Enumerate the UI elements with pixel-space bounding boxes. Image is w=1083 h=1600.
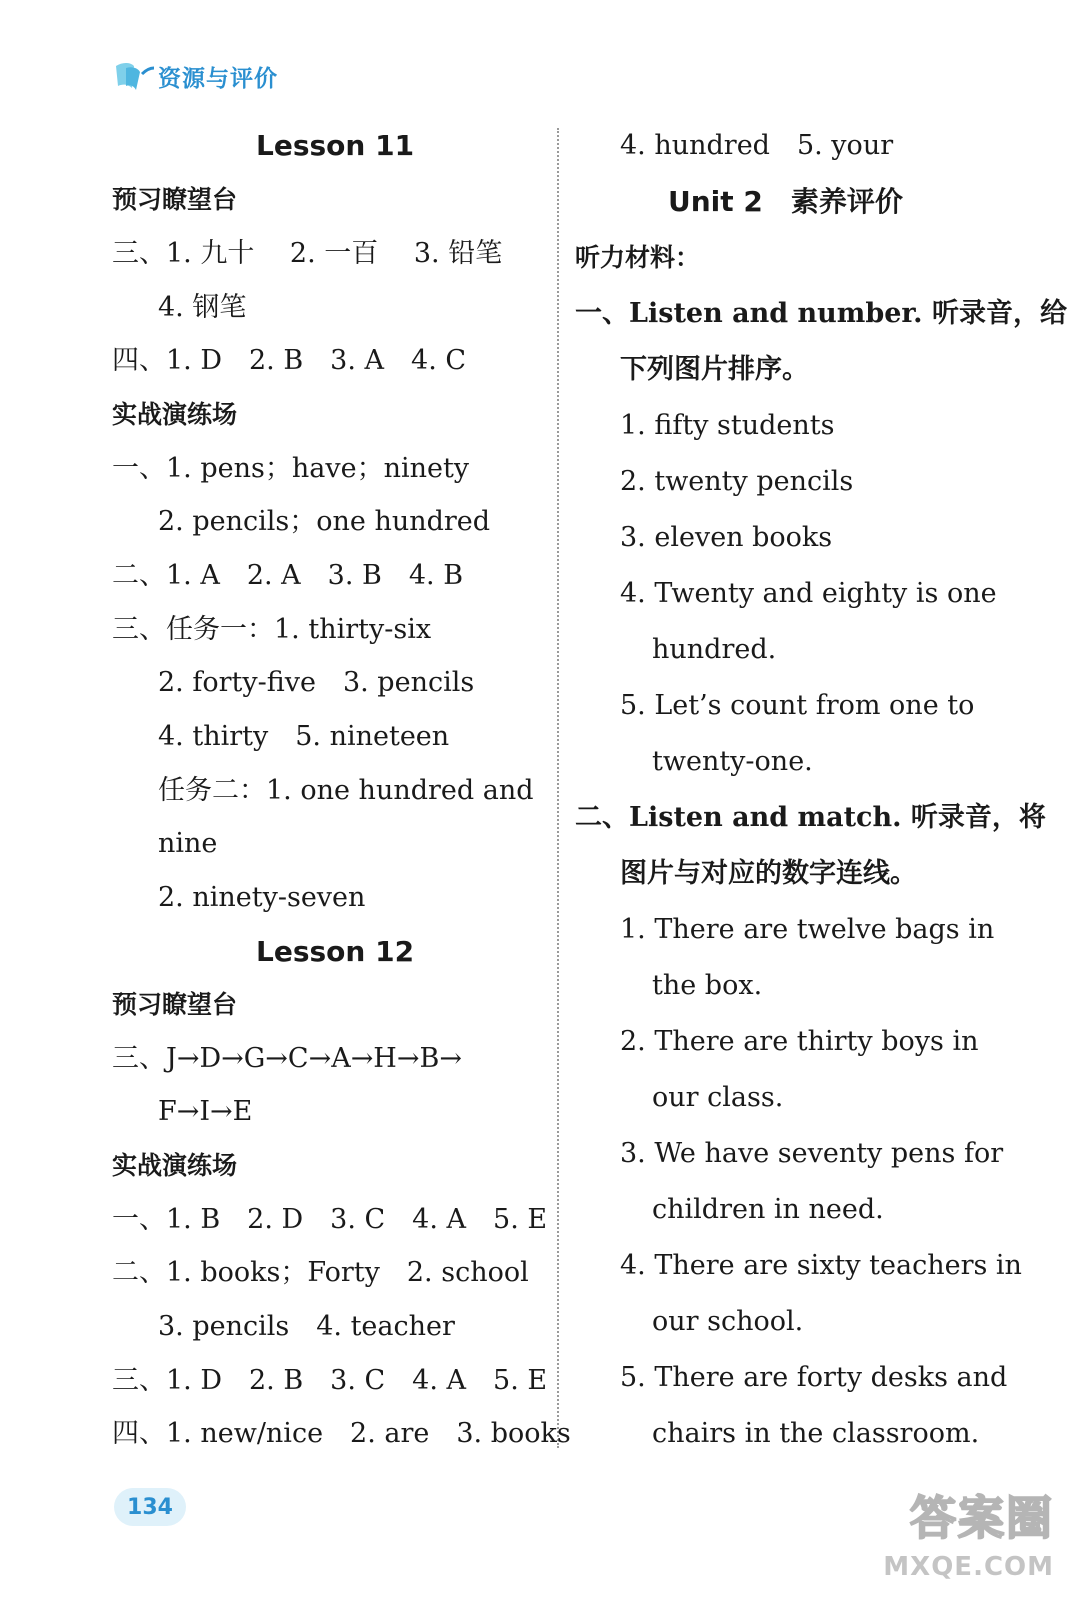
task-heading: 二、Listen and match. 听录音，将 [575, 802, 1046, 833]
script-line: 3. eleven books [620, 522, 833, 553]
script-line: 4. There are sixty teachers in [620, 1250, 1022, 1281]
watermark [862, 1478, 1062, 1588]
answer-line: 三、J→D→G→C→A→H→B→ [112, 1043, 462, 1074]
script-line: 4. Twenty and eighty is one [620, 578, 997, 609]
page-number: 134 [114, 1488, 186, 1526]
task-heading: 一、Listen and number. 听录音，给 [575, 298, 1067, 329]
answer-line: 3. pencils 4. teacher [158, 1311, 455, 1342]
script-line: 2. There are thirty boys in [620, 1026, 979, 1057]
answer-line: 二、1. A 2. A 3. B 4. B [112, 560, 464, 591]
script-line: the box. [652, 970, 763, 1001]
script-line: 5. There are forty desks and [620, 1362, 1008, 1393]
header [112, 56, 278, 96]
script-line: children in need. [652, 1194, 884, 1225]
script-line: 3. We have seventy pens for [620, 1138, 1004, 1169]
answer-line: 2. ninety-seven [158, 882, 366, 913]
answer-line: 4. 钢笔 [158, 292, 247, 323]
unit-2-heading: Unit 2 素养评价 [668, 185, 903, 218]
answer-line: 任务二：1. one hundred and [158, 775, 534, 806]
section-heading-preview: 预习瞭望台 [112, 185, 238, 214]
answer-line: 三、1. 九十 2. 一百 3. 铅笔 [112, 238, 503, 269]
script-line: our school. [652, 1306, 804, 1337]
script-line: hundred. [652, 634, 777, 665]
answer-line: 2. forty-five 3. pencils [158, 667, 475, 698]
answer-line: 一、1. B 2. D 3. C 4. A 5. E [112, 1204, 548, 1235]
answer-line: nine [158, 828, 218, 859]
answer-line: 4. thirty 5. nineteen [158, 721, 450, 752]
section-heading-practice: 实战演练场 [112, 1151, 238, 1180]
answer-line: 三、任务一：1. thirty-six [112, 614, 432, 645]
script-line: chairs in the classroom. [652, 1418, 980, 1449]
section-heading-preview: 预习瞭望台 [112, 990, 238, 1019]
script-line: 1. fifty students [620, 410, 835, 441]
task-heading: 下列图片排序。 [620, 354, 809, 385]
script-line: our class. [652, 1082, 784, 1113]
answer-line: 2. pencils；one hundred [158, 506, 491, 537]
answer-line: 四、1. new/nice 2. are 3. books [112, 1418, 571, 1449]
answer-line: 四、1. D 2. B 3. A 4. C [112, 345, 467, 376]
answer-line: 4. hundred 5. your [620, 130, 894, 161]
header-title: 资源与评价 [158, 65, 278, 92]
script-line: twenty-one. [652, 746, 813, 777]
answer-line: 一、1. pens；have；ninety [112, 453, 470, 484]
answer-line: F→I→E [158, 1096, 253, 1127]
answer-line: 三、1. D 2. B 3. C 4. A 5. E [112, 1365, 548, 1396]
listening-material-heading: 听力材料： [575, 243, 701, 272]
logo-icon [112, 58, 156, 94]
answer-line: 二、1. books；Forty 2. school [112, 1257, 529, 1288]
watermark-logo: 答案圈 [910, 1491, 1054, 1545]
task-heading: 图片与对应的数字连线。 [620, 858, 917, 889]
script-line: 1. There are twelve bags in [620, 914, 995, 945]
script-line: 2. twenty pencils [620, 466, 854, 497]
section-heading-practice: 实战演练场 [112, 400, 238, 429]
lesson-12-heading: Lesson 12 [256, 935, 415, 968]
column-divider [557, 128, 559, 1448]
script-line: 5. Let’s count from one to [620, 690, 975, 721]
watermark-url: MXQE.COM [883, 1552, 1054, 1582]
lesson-11-heading: Lesson 11 [256, 129, 415, 162]
